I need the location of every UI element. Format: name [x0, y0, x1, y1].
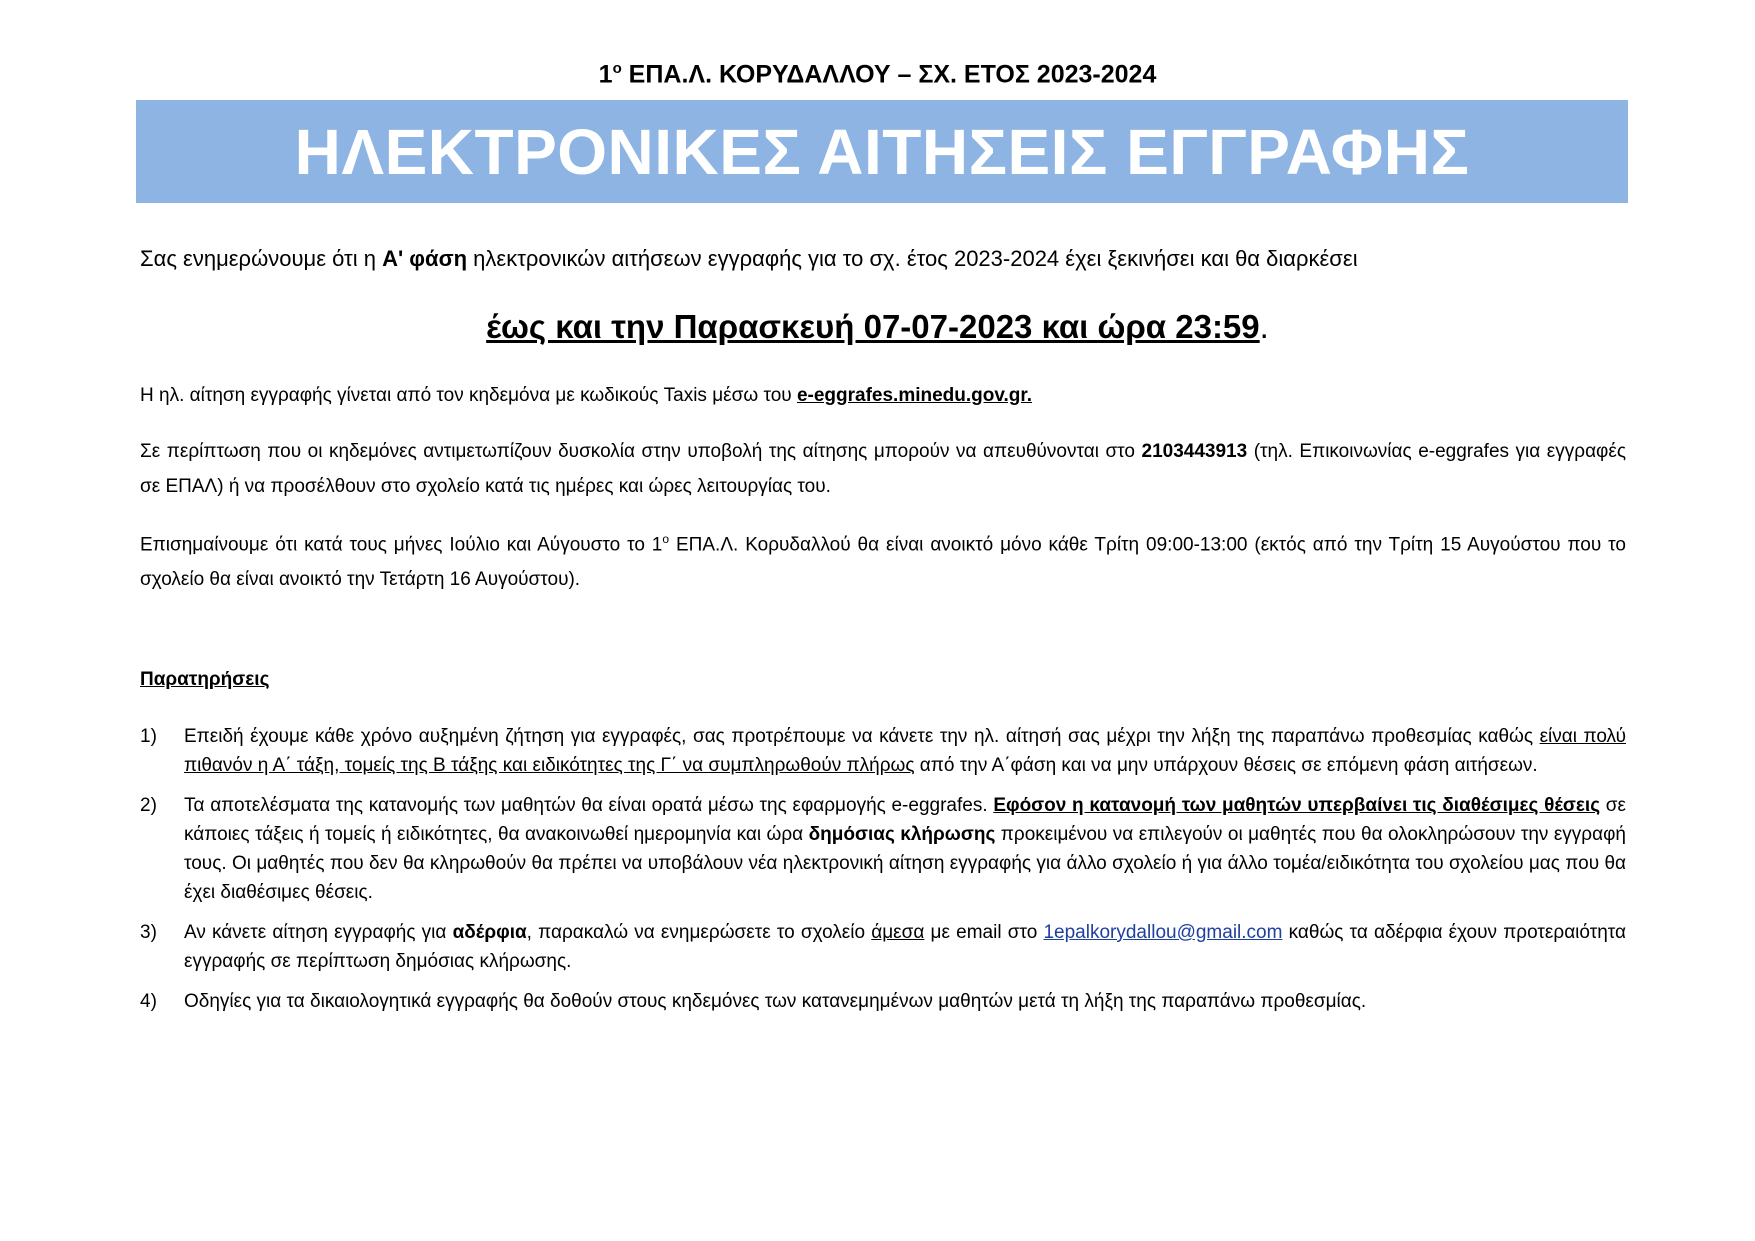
eggrafes-link[interactable]: e-eggrafes.minedu.gov.gr. — [796, 385, 1033, 406]
contact-phone: 2103443913 — [1141, 441, 1248, 462]
note-item-3 — [140, 918, 1626, 976]
note-number: 1) — [140, 726, 157, 747]
application-info-text: Η ηλ. αίτηση εγγραφής γίνεται από τον κηδεμόνα με κωδικούς Taxis μέσω του — [140, 385, 797, 406]
intro-text-start: Σας ενημερώνουμε ότι η — [140, 246, 383, 271]
note-text: Τα αποτελέσματα της κατανομής των μαθητών θα είναι ορατά μέσω της εφαρμογής e-eggrafes. Εφόσον η κατανομή των μαθητών υπερβαίνει τις διαθέσιμες θέσεις σε κάποιες τάξεις ή τομείς ή ειδικότητες, θα ανακοινωθεί ημερομηνία και ώρα δημόσιας κλήρωσης προκειμένου να επιλεγούν οι μαθητές που θα ολοκληρώσουν την εγγραφή τους. Οι μαθητές που δεν θα κληρωθούν θα πρέπει να υποβάλουν νέα ηλεκτρονική αίτηση εγγραφής για άλλο σχολείο ή για άλλο τομέα/ειδικότητα του σχολείου μας που θα έχει διαθέσιμες θέσεις. — [184, 795, 1626, 903]
note-text: Επειδή έχουμε κάθε χρόνο αυξημένη ζήτηση για εγγραφές, σας προτρέπουμε να κάνετε την ηλ. αίτησή σας μέχρι την λήξη της παραπάνω προθεσμίας καθώς είναι πολύ πιθανόν η Α΄ τάξη, τομείς της Β τάξης και ειδικότητες της Γ΄ να συμπληρωθούν πλήρως από την Α΄φάση και να μην υπάρχουν θέσεις σε επόμενη φάση αιτήσεων. — [184, 726, 1626, 776]
public-draw-label: δημόσιας κλήρωσης — [808, 824, 996, 845]
school-number: 1 — [598, 60, 613, 89]
school-name-year: ΕΠΑ.Λ. ΚΟΡΥΔΑΛΛΟΥ – ΣΧ. ΕΤΟΣ 2023-2024 — [621, 60, 1157, 89]
school-header — [0, 60, 1755, 89]
ordinal-superscript: ο — [662, 532, 670, 546]
siblings-label: αδέρφια — [452, 922, 527, 943]
school-email-link[interactable]: 1epalkorydallou@gmail.com — [1043, 922, 1283, 943]
deadline-period: . — [1259, 308, 1269, 345]
deadline-text: έως και την Παρασκευή 07-07-2023 και ώρα 23:59 — [486, 308, 1260, 345]
title-banner — [136, 100, 1628, 203]
page-title: ΗΛΕΚΤΡΟΝΙΚΕΣ ΑΙΤΗΣΕΙΣ ΕΓΓΡΑΦΗΣ — [294, 115, 1470, 188]
note-text: Οδηγίες για τα δικαιολογητικά εγγραφής θα δοθούν στους κηδεμόνες των κατανεμημένων μαθητών μετά τη λήξη της παραπάνω προθεσμίας. — [184, 991, 1367, 1012]
note-item-4 — [140, 987, 1626, 1016]
summer-hours-text-start: Επισημαίνουμε ότι κατά τους μήνες Ιούλιο και Αύγουστο το 1 — [140, 534, 663, 556]
note-underlined-text: είναι πολύ πιθανόν η Α΄ τάξη, τομείς της Β τάξης και ειδικότητες της Γ΄ να συμπληρωθούν πλήρως — [184, 726, 1626, 776]
contact-paragraph — [140, 434, 1626, 504]
school-number-superscript: ο — [612, 60, 622, 77]
notes-list — [140, 722, 1626, 1027]
note-text: Αν κάνετε αίτηση εγγραφής για αδέρφια, παρακαλώ να ενημερώσετε το σχολείο άμεσα με email στο 1epalkorydallou@gmail.com καθώς τα αδέρφια έχουν προτεραιότητα εγγραφής σε περίπτωση δημόσιας κλήρωσης. — [184, 922, 1626, 972]
phase-label: Α' φάση — [382, 246, 468, 271]
note-number: 3) — [140, 922, 157, 943]
contact-text-start: Σε περίπτωση που οι κηδεμόνες αντιμετωπίζουν δυσκολία στην υποβολή της αίτησης μπορούν να απευθύνονται στο — [140, 441, 1142, 462]
note-item-2 — [140, 791, 1626, 907]
summer-hours-text-end: ΕΠΑ.Λ. Κορυδαλλού θα είναι ανοικτό μόνο κάθε Τρίτη 09:00-13:00 (εκτός από την Τρίτη 15 Αυγούστου που το σχολείο θα είναι ανοικτό την Τετάρτη 16 Αυγούστου). — [140, 534, 1626, 591]
note-number: 4) — [140, 991, 157, 1012]
notes-title: Παρατηρήσεις — [140, 669, 270, 690]
summer-hours-paragraph — [140, 522, 1626, 597]
note-emphasis-text: Εφόσον η κατανομή των μαθητών υπερβαίνει τις διαθέσιμες θέσεις — [993, 795, 1601, 816]
note-number: 2) — [140, 795, 157, 816]
intro-paragraph — [140, 246, 1620, 272]
intro-text-end: ηλεκτρονικών αιτήσεων εγγραφής για το σχ. έτος 2023-2024 έχει ξεκινήσει και θα διαρκέσει — [467, 246, 1358, 271]
immediately-label: άμεσα — [871, 922, 925, 943]
application-info-paragraph — [140, 378, 1626, 413]
note-item-1 — [140, 722, 1626, 780]
deadline-line — [0, 308, 1755, 346]
contact-text-end: (τηλ. Επικοινωνίας e-eggrafes για εγγραφές σε ΕΠΑΛ) ή να προσέλθουν στο σχολείο κατά τις ημέρες και ώρες λειτουργίας του. — [140, 441, 1626, 497]
